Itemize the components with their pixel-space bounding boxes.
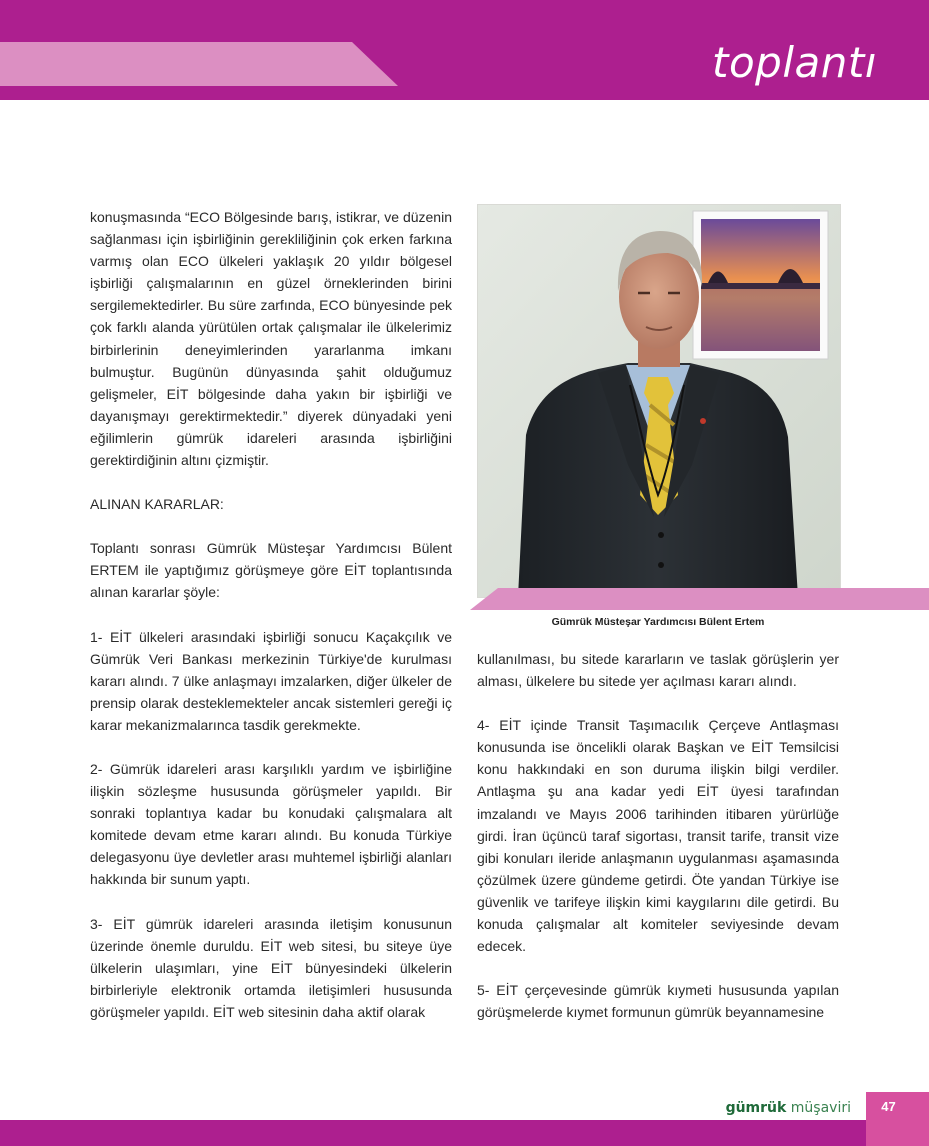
caption-pink-strip (470, 588, 929, 610)
intro-paragraph: konuşmasında “ECO Bölgesinde barış, istikrar, ve düzenin sağlanması için işbirliğinin gerekliliğinin çok erken farkına varmış olan ECO ülkeleri yaklaşık 20 yıldır bölgesel işbirliği çalışmalarının en güzel örneklerinden birini sergilemektedirler. Bu süre zarfında, ECO bünyesinde pek çok farklı alanda yürütülen ortak çalışmalar ile ülkelerimiz birbirlerinin deneyimlerinden yararlanma imkanı bulmuştur. Bugünün dünyasında şahit olduğumuz gelişmeler, EİT bölgesinde daha yakın bir işbirliği ve dayanışmayı gerektirmektedir.” diyerek dünyadaki yeni eğilimlerin gümrük idareleri arasında işbirliğini gerektirdiğinin altını çizmiştir. (90, 209, 452, 469)
footer-band (0, 1120, 929, 1146)
decision-1-paragraph: 1- EİT ülkeleri arasındaki işbirliği sonucu Kaçakçılık ve Gümrük Veri Bankası merkezinin Türkiye'de kurulması kararı alındı. 7 ülke anlaşmayı imzalarken, diğer ülkeler de prensip olarak desteklemekteler ancak sistemleri gereği iç karar mekanizmalarınca tasdik gerekmekte. (90, 628, 452, 733)
decision-5-paragraph: 5- EİT çerçevesinde gümrük kıymeti hususunda yapılan görüşmelerde kıymet formunun gümrük beyannamesine (477, 982, 839, 1021)
brand-name-bold: gümrük (725, 1100, 787, 1116)
lapel-pin (700, 418, 706, 424)
magazine-brand (726, 1100, 851, 1116)
portrait-photo (477, 204, 841, 598)
wall-painting (693, 211, 828, 359)
decisions-intro-paragraph: Toplantı sonrası Gümrük Müsteşar Yardımcısı Bülent ERTEM ile yaptığımız görüşmeye göre EİT toplantısında alınan kararlar şöyle: (90, 540, 452, 601)
decision-2-paragraph: 2- Gümrük idareleri arası karşılıklı yardım ve işbirliğine ilişkin sözleşme hususunda görüşmeler yapıldı. Bir sonraki toplantıya kadar bu konudaki çalışmalara alt komitede devam etme kararı alındı. Bu konuda Türkiye delegasyonu üye devletler arası muhtemel işbirliği alanları hakkında bir sunum yaptı. (90, 760, 452, 888)
right-text-column (477, 648, 839, 1045)
page-number: 47 (881, 1099, 896, 1114)
decisions-heading: ALINAN KARARLAR: (90, 496, 224, 513)
portrait-illustration (478, 205, 840, 597)
left-text-column (90, 206, 452, 1045)
decision-3-paragraph: 3- EİT gümrük idareleri arasında iletişim konusunun üzerinde önemle duruldu. EİT web sitesi, bu siteye üye ülkelerin ulaşımları, yine EİT bünyesindeki ülkelerin birbirleriyle elektronik ortamda iletişimleri hususunda görüşmeler yapıldı. EİT web sitesinin daha aktif olarak (90, 915, 452, 1020)
caption-band (470, 588, 929, 610)
section-title: toplantı (712, 38, 877, 87)
decision-4-paragraph: 4- EİT içinde Transit Taşımacılık Çerçeve Antlaşması konusunda ise öncelikli olarak Başkan ve EİT Temsilcisi konu hakkındaki en son duruma ilişkin bilgi verdiler. Antlaşma şu ana kadar yedi EİT üyesi tarafından imzalandı ve Mayıs 2006 tarihinden itibaren yürürlüğe girdi. İran üçüncü taraf sigortası, transit tarife, transit vize gibi konuları ileride anlaşmanın uygulanması aşamasında çözülmek üzere gündeme getirdi. Öte yandan Türkiye ise güvenlik ve tarifeye ilişkin kimi kaygılarını dile getirdi. Bu konuda çalışmalar alt komiteler seviyesinde devam edecek. (477, 717, 839, 955)
header-pink-tab (0, 42, 398, 86)
decision-3-continued-paragraph: kullanılması, bu sitede kararların ve taslak görüşlerin yer alması, ülkelere bu sitede yer açılması kararı alındı. (477, 651, 839, 690)
brand-name-light: müşaviri (790, 1100, 851, 1116)
photo-caption: Gümrük Müsteşar Yardımcısı Bülent Ertem (551, 616, 765, 628)
jacket-button (658, 562, 664, 568)
jacket-button (658, 532, 664, 538)
